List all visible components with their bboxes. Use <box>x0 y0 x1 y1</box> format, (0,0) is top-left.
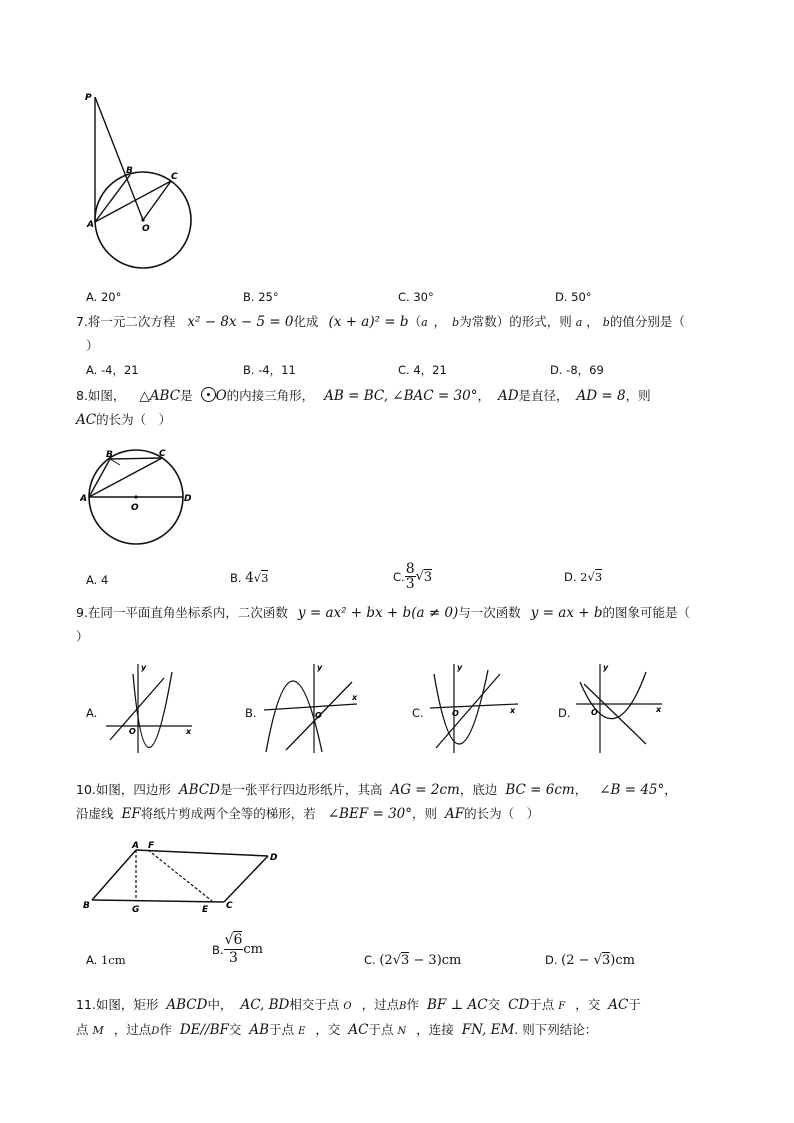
svg-text:x: x <box>656 705 662 714</box>
svg-text:x: x <box>186 727 192 736</box>
q9-option-b-label: B. <box>245 706 257 720</box>
q8-option-d: D. 2√3 <box>564 570 603 584</box>
q8-stem: 8.如图， △ABC是 O的内接三角形， AB = BC, ∠BAC = 30°， AD是直径， AD = 8，则 <box>76 388 651 404</box>
q7-option-b: B. -4，11 <box>243 363 296 377</box>
svg-text:x: x <box>352 693 358 702</box>
q9-graph-a <box>102 660 197 755</box>
q6-label-c: C <box>171 172 178 182</box>
q6-label-o: O <box>142 224 150 234</box>
svg-text:y: y <box>603 663 609 672</box>
svg-text:O: O <box>131 503 139 513</box>
q7-equation: x² − 8x − 5 = 0 <box>187 314 294 330</box>
sqrt-icon: √ <box>392 953 401 968</box>
svg-text:G: G <box>132 905 140 915</box>
fraction: √6 3 <box>224 932 243 966</box>
q11-stem-line2: 点 M ，过点D作 DE//BF交 AB于点 E ，交 AC于点 N ，连接 FN, EM. 则下列结论： <box>76 1022 598 1038</box>
q9-option-d-label: D. <box>558 706 571 720</box>
svg-text:D: D <box>184 494 192 504</box>
svg-text:A: A <box>132 841 139 851</box>
q10-stem-line2: 沿虚线 EF将纸片剪成两个全等的梯形，若 ∠BEF = 30°，则 AF的长为（ ） <box>76 806 540 822</box>
q7-option-c: C. 4，21 <box>398 363 447 377</box>
q6-label-a: A <box>87 220 94 230</box>
q11-stem: 11.如图，矩形 ABCD中， AC, BD相交于点 O ，过点B作 BF ⊥ AC交 CD于点 F ，交 AC于 <box>76 997 641 1013</box>
q8-option-a: A. 4 <box>86 573 109 587</box>
q9-option-c-label: C. <box>412 706 424 720</box>
svg-text:x: x <box>510 706 516 715</box>
q7-close: ） <box>86 338 99 353</box>
q8-option-c: C. 8 3 √ 3 <box>393 561 433 592</box>
svg-text:O: O <box>129 727 136 736</box>
q10-option-b: B. √6 3 cm <box>212 932 263 966</box>
svg-text:D: D <box>270 853 278 863</box>
q10-stem: 10.如图，四边形 ABCD是一张平行四边形纸片，其高 AG = 2cm，底边 BC = 6cm， ∠B = 45°， <box>76 782 677 798</box>
q6-label-p: P <box>85 93 92 103</box>
q8-option-b: B. 4√3 <box>230 570 269 586</box>
q7-form: (x + a)² = b <box>328 314 409 330</box>
q6-option-a: A. 20° <box>86 290 122 304</box>
svg-text:A: A <box>80 494 87 504</box>
q9-stem: 9.在同一平面直角坐标系内，二次函数 y = ax² + bx + b(a ≠ 0)与一次函数 y = ax + b的图象可能是（ <box>76 605 691 621</box>
fraction: 8 3 <box>405 561 415 592</box>
sqrt-icon: √ <box>593 953 602 968</box>
q7-option-a: A. -4，21 <box>86 363 139 377</box>
q8-stem-line2: AC的长为（ ） <box>76 412 172 428</box>
svg-text:O: O <box>315 711 322 720</box>
svg-text:E: E <box>202 905 209 915</box>
q10-option-a: A. 1cm <box>86 953 126 967</box>
q6-label-b: B <box>126 166 133 176</box>
svg-text:O: O <box>591 708 598 717</box>
q6-figure <box>80 88 200 273</box>
svg-text:B: B <box>83 901 90 911</box>
q7-stem: 7.将一元二次方程 x² − 8x − 5 = 0化成 (x + a)² = b（a ， b为常数）的形式，则 a ， b的值分别是（ <box>76 314 685 330</box>
q9-close: ） <box>76 629 89 644</box>
svg-text:y: y <box>457 663 463 672</box>
q9-graph-d <box>574 660 669 755</box>
q10-option-c: C. (2√3 − 3)cm <box>364 953 462 968</box>
svg-text:O: O <box>452 709 459 718</box>
q6-option-c: C. 30° <box>398 290 434 304</box>
q6-option-b: B. 25° <box>243 290 279 304</box>
q7-option-d: D. -8，69 <box>550 363 604 377</box>
svg-text:y: y <box>141 663 147 672</box>
q9-option-a-label: A. <box>86 706 98 720</box>
sqrt-icon: √ <box>224 932 234 948</box>
sqrt-icon: √ <box>587 570 595 584</box>
sqrt-icon: √ <box>415 569 424 584</box>
q10-figure <box>80 838 290 920</box>
q6-option-d: D. 50° <box>555 290 592 304</box>
circle-symbol-icon <box>201 387 216 402</box>
svg-text:F: F <box>148 841 155 851</box>
sqrt-icon: √ <box>253 571 262 585</box>
q9-graph-b <box>262 660 362 755</box>
q8-figure <box>80 445 200 550</box>
svg-text:B: B <box>106 450 113 460</box>
svg-text:C: C <box>159 449 166 459</box>
svg-text:y: y <box>317 663 323 672</box>
svg-text:C: C <box>226 901 233 911</box>
q9-graph-c <box>428 660 523 755</box>
q10-option-d: D. (2 − √3)cm <box>545 953 635 968</box>
